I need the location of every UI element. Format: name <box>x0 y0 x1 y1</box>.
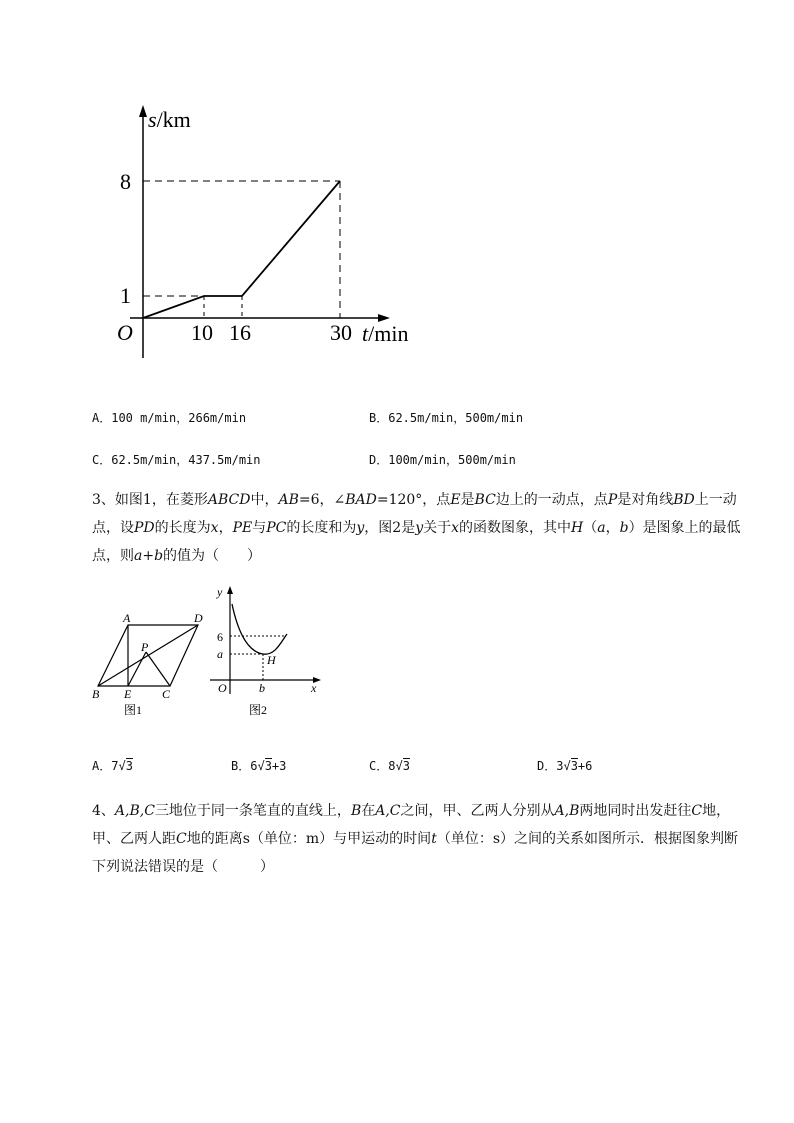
y-axis-arrow <box>139 105 147 117</box>
x-axis-label: t/min <box>362 321 409 346</box>
fig2-label-a: a <box>217 647 223 661</box>
q2-option-b[interactable]: B．62.5m/min，500m/min <box>369 411 524 425</box>
sqrt-icon: √ <box>563 759 571 773</box>
x-tick-16: 16 <box>229 320 251 345</box>
rhombus-figure <box>88 608 213 720</box>
q3-option-a[interactable]: A．7√3 <box>92 759 133 773</box>
label-d: D <box>194 611 203 625</box>
fig2-label-y: y <box>217 585 223 599</box>
sqrt-icon: √ <box>395 759 403 773</box>
fig2-curve <box>232 604 287 654</box>
question-3-text: 3、如图1，在菱形ABCD中，AB=6，∠BAD=120°，点E是BC边上的一动点，点P是对角线BD上一动点，设PD的长度为x，PE与PC的长度和为y，图2是y关于x的函数图象，其中H（a，b）是图象上的最低点，则a+b的值为（ ） <box>92 492 741 564</box>
distance-time-graph <box>100 100 430 370</box>
fig2-caption: 图2 <box>249 703 268 717</box>
fig1-caption: 图1 <box>124 703 143 717</box>
y-axis-label: s/km <box>148 107 191 132</box>
label-p: P <box>141 640 149 654</box>
q3-option-c[interactable]: C．8√3 <box>369 759 410 773</box>
q3-option-b[interactable]: B．6√3+3 <box>231 759 287 773</box>
sqrt-icon: √ <box>257 759 265 773</box>
fig2-label-o: O <box>218 681 227 695</box>
origin-label: O <box>117 320 133 345</box>
function-graph-figure <box>205 582 330 722</box>
y-tick-1: 1 <box>120 283 131 308</box>
fig2-label-b: b <box>259 681 265 695</box>
q2-option-a[interactable]: A．100 m/min，266m/min <box>92 411 247 425</box>
question-4-text: 4、A,B,C三地位于同一条笔直的直线上，B在A,C之间，甲、乙两人分别从A,B两地同时出发赶往C地，甲、乙两人距C地的距离s（单位：m）与甲运动的时间t（单位：s）之间的关系如图所示．根据图象判断下列说法错误的是（ ） <box>92 803 739 875</box>
q3-option-d[interactable]: D．3√3+6 <box>537 759 593 773</box>
segment-pc <box>146 652 170 686</box>
fig2-label-6: 6 <box>217 630 223 644</box>
q2-option-c[interactable]: C．62.5m/min，437.5m/min <box>92 453 261 467</box>
q2-option-d[interactable]: D．100m/min，500m/min <box>369 453 516 467</box>
sqrt-icon: √ <box>118 759 126 773</box>
label-c: C <box>162 687 171 701</box>
y-tick-8: 8 <box>120 169 131 194</box>
fig2-label-h: H <box>267 653 276 667</box>
x-tick-30: 30 <box>330 320 352 345</box>
label-a: A <box>123 611 131 625</box>
fig2-y-arrow <box>227 586 233 594</box>
label-b: B <box>92 687 100 701</box>
segment-pe <box>128 652 146 686</box>
fig2-label-x: x <box>311 681 317 695</box>
label-e: E <box>124 687 132 701</box>
x-tick-10: 10 <box>191 320 213 345</box>
